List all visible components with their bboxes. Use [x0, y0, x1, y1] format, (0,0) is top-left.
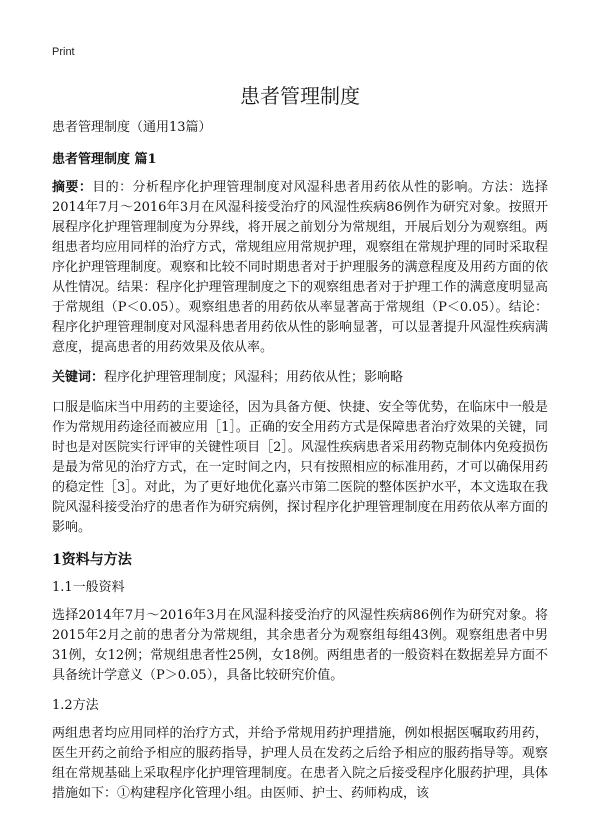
- section-heading-1: 患者管理制度 篇1: [52, 152, 157, 167]
- keywords-text: 程序化护理管理制度；风湿科；用药依从性；影响略: [104, 370, 404, 385]
- abstract-label: 摘要：: [52, 180, 93, 195]
- method-heading: 1.2方法: [52, 698, 99, 713]
- document-body: [52, 118, 548, 814]
- materials-heading: 1资料与方法: [52, 552, 132, 568]
- abstract-paragraph: [52, 178, 548, 358]
- page-title: 患者管理制度: [240, 84, 360, 108]
- document-subtitle: 患者管理制度（通用13篇）: [52, 120, 212, 135]
- general-info-paragraph: 选择2014年7月～2016年3月在风湿科接受治疗的风湿性疾病86例作为研究对象。将2015年2月之前的患者分为常规组，其余患者分为观察组每组43例。观察组患者中男31例，女12例；常规组患者性25例，女18例。两组患者的一般资料在数据差异方面不具备统计学意义（P＞0.05），具备比较研究价值。: [52, 608, 548, 683]
- method-paragraph: 两组患者均应用同样的治疗方式，并给予常规用药护理措施，例如根据医嘱取药用药，医生开药之前给予相应的服药指导，护理人员在发药之后给予相应的服药指导等。观察组在常规基础上采取程序化护理管理制度。在患者入院之后接受程序化服药护理，具体措施如下：①构建程序化管理小组。由医师、护士、药师构成，该: [52, 726, 548, 801]
- keywords-label: 关键词：: [52, 370, 105, 385]
- print-link[interactable]: Print: [52, 46, 75, 58]
- abstract-text: 目的：分析程序化护理管理制度对风湿科患者用药依从性的影响。方法：选择2014年7月～2016年3月在风湿科接受治疗的风湿性疾病86例作为研究对象。按照开展程序化护理管理制度为分界线，将开展之前划分为常规组，开展后划分为观察组。两组患者均应用同样的治疗方式，常规组应用常规护理，观察组在常规护理的同时采取程序化护理管理制度。观察和比较不同时期患者对于护理服务的满意程度及用药方面的依从性情况。结果：程序化护理管理制度之下的观察组患者对于护理工作的满意度明显高于常规组（P＜0.05）。观察组患者的用药依从率显著高于常规组（P＜0.05）。结论：程序化护理管理制度对风湿科患者用药依从性的影响显著，可以显著提升风湿性疾病满意度，提高患者的用药效果及依从率。: [52, 180, 548, 355]
- general-info-heading: 1.1一般资料: [52, 580, 125, 595]
- intro-paragraph: 口服是临床当中用药的主要途径，因为具备方便、快捷、安全等优势，在临床中一般是作为常规用药途径而被应用［1］。正确的安全用药方式是保障患者治疗效果的关键，同时也是对医院实行评审的关键性项目［2］。风湿性疾病患者采用药物克制体内免疫损伤是最为常见的治疗方式，在一定时间之内，只有按照相应的标准用药，才可以确保用药的稳定性［3］。对此，为了更好地优化嘉兴市第二医院的整体医护水平，本文选取在我院风湿科接受治疗的患者作为研究病例，探讨程序化护理管理制度在用药依从率方面的影响。: [52, 400, 548, 535]
- keywords-paragraph: [52, 368, 548, 388]
